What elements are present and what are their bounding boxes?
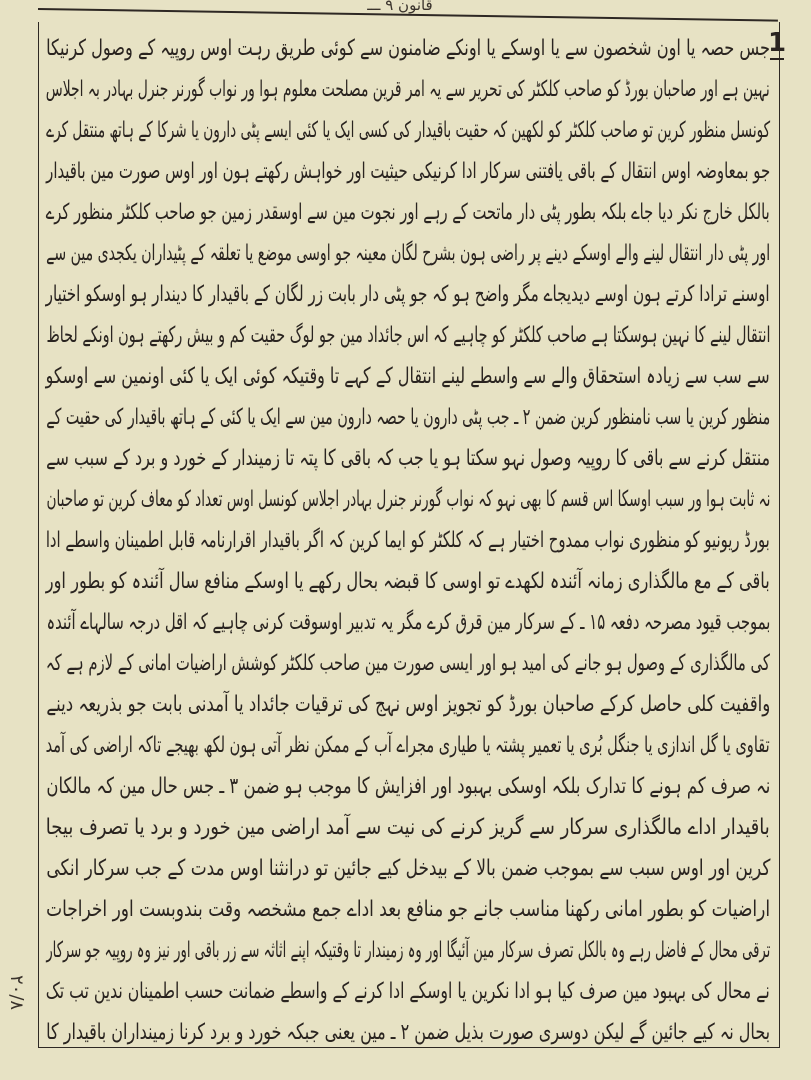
- text-line-content: بحال نہ کیے جائین گے لیکن دوسری صورت بذیل ضمن ۲ ـ مین یعنی جبکہ خورد و برد کرنا زمینداران باقیدار کا: [46, 1020, 770, 1045]
- text-line-content: کرین اور اوس سبب سے بموجب ضمن بالا کے بیدخل کیے جائین تو درانثنا اوس مدت کے جب سرکار انکی: [46, 856, 770, 881]
- text-line-content: تقاوی یا گل اندازی یا جنگل بُری یا تعمیر پشتہ یا طیاری مجراے آب کے ممکن نظر آتی ہون لکھ بھیجے تاکہ اراضی کی آمد: [46, 733, 770, 758]
- text-line-content: جو بمعاوضہ اوس انتقال کے باقی یافتنی سرکار ادا کرنیکی حیثیت اور خواہش رکھتے ہون اور اوس صورت مین باقیدار: [46, 159, 770, 184]
- text-line: [46, 356, 770, 397]
- text-line-content: منظور کرین یا سب نامنظور کرین ضمن ۲ ـ جب پٹی دارون یا حصہ دارون مین سے ایک یا کئی کے ہاتھ باقیدار کی حقیت کے: [46, 405, 770, 430]
- text-line: [46, 274, 770, 315]
- page-number-mark: [770, 58, 784, 60]
- text-line-content: جس حصہ یا اون شخصون سے یا اوسکے یا اونکے ضامنون سے کوئی طریق رہت اوس روپیہ کے وصول کرنیکا: [46, 36, 770, 61]
- text-line-content: بورڈ ریونیو کو منظوری نواب ممدوح اختیار ہے کہ کلکٹر کو ایما کرین کہ اگر باقیدار اقرارنامہ قابل اطمینان واسطے ادا: [46, 528, 770, 553]
- text-line: [46, 725, 770, 766]
- text-line: [46, 192, 770, 233]
- text-line: [46, 397, 770, 438]
- text-line-content: نہ ثابت ہوا ور سبب اوسکا اس قسم کا بھی نہو کہ نواب گورنر جنرل بہادر اجلاس کونسل اوس تعداد کو معاف کرین تو صاحبان: [46, 487, 770, 512]
- text-line: [46, 889, 770, 930]
- text-line-content: اور پٹی دار انتقال لینے والے اوسکے دینے پر راضی ہون بشرح لگان معینہ جو اوسی موضع یا تعلقہ کے پٹیداران یکجدی مین سے: [46, 241, 770, 266]
- text-line: [46, 1012, 770, 1053]
- text-line-content: بالکل خارج نکر دیا جاے بلکہ بطور پٹی دار ماتحت کے رہے اور نجوت مین سے اوسقدر زمین جو صاحب کلکٹر منظور کرے: [46, 200, 770, 225]
- text-line-content: سے سب سے زیادہ استحقاق والے سے واسطے لینے انتقال کے کہے تا وقتیکہ کوئی ایک یا کئی اونمین سے اوسکو: [46, 364, 770, 389]
- text-line: [46, 643, 770, 684]
- text-line: [46, 602, 770, 643]
- text-line-content: انتقال لینے کا نہین ہوسکتا ہے صاحب کلکٹر کو چاہیے کہ اس جائداد مین جو لوگ حقیت کم و بیش رکھتے ہون اونکے لحاظ: [46, 323, 770, 348]
- text-line: [46, 479, 770, 520]
- text-line: [46, 684, 770, 725]
- body-text: [46, 28, 770, 1053]
- text-line-content: منتقل کرنے سے باقی کا روپیہ وصول نہو سکتا ہو یا جب کہ باقی کا پتہ تا زمیندار کے خورد و برد کے سبب سے: [46, 446, 770, 471]
- text-line: [46, 315, 770, 356]
- text-line: [46, 28, 770, 69]
- text-line-content: اوسنے ترادا کرتے ہون اوسے دیدیجاے مگر واضح ہو کہ جو پٹی دار بابت زر لگان کے باقیدار کا دیندار ہو اوسکو اختیار: [46, 282, 770, 307]
- text-line: [46, 520, 770, 561]
- text-line: [46, 807, 770, 848]
- text-line-content: باقی کے مع مالگذاری زمانہ آئندہ لکھدے تو اوسی کا قبضہ بحال رکھے یا اوسکے منافع سال آئندہ کو بطور اور: [46, 569, 770, 594]
- text-line: [46, 438, 770, 479]
- text-line: [46, 971, 770, 1012]
- page-header: قانون ۹ ـــ: [367, 0, 433, 14]
- text-line-content: بموجب قیود مصرحہ دفعہ ۱۵ ـ کے سرکار مین قرق کرے مگر یہ تدبیر اوسوقت کرنی چاہیے کہ اقل درجہ سالہاے آئندہ: [46, 610, 770, 635]
- text-line: [46, 69, 770, 110]
- text-line-content: اراضیات کو بطور امانی رکھنا مناسب جانے جو منافع بعد اداے جمع مشخصہ وقت بندوبست اور اخراجات: [46, 897, 770, 922]
- text-line-content: باقیدار اداے مالگذاری سرکار سے گریز کرنے کی نیت سے آمد اراضی مین خورد و برد یا تصرف بیجا: [46, 815, 770, 840]
- text-line: [46, 766, 770, 807]
- margin-note: ۲۰/۸: [6, 975, 27, 1011]
- text-line-content: کونسل منظور کرین تو صاحب کلکٹر کو لکھین کہ حقیت باقیدار کی کسی ایک یا کئی ایسے پٹی دارون یا شرکا کے ہاتھ منتقل کرے: [46, 118, 770, 143]
- text-line: [46, 110, 770, 151]
- text-line: [46, 848, 770, 889]
- text-line-content: نے محال کی بہبود مین صرف کیا ہو ادا نکرین یا اوسکے ادا کرنے کے واسطے ضمانت حسب اطمینان ندین تب تک: [46, 979, 770, 1004]
- text-line: [46, 930, 770, 971]
- text-line-content: ترقی محال کے فاضل رہے وہ بالکل تصرف سرکار مین آئیگا اور وہ زمیندار تا وقتیکہ اپنے اثاثہ سے زر باقی اور نیز وہ روپیہ جو سرکار: [46, 938, 770, 963]
- text-line-content: کی مالگذاری کے وصول ہو جانے کی امید ہو اور ایسی صورت مین صاحب کلکٹر کوشش اراضیات امانی کے لازم ہے کہ: [46, 651, 770, 676]
- text-line: [46, 233, 770, 274]
- text-line: [46, 151, 770, 192]
- text-line-content: نہین ہے اور صاحبان بورڈ کو صاحب کلکٹر کی تحریر سے یہ امر قرین مصلحت معلوم ہوا ور نواب گورنر جنرل بہادر بہ اجلاس: [46, 77, 770, 102]
- text-line-content: نہ صرف کم ہونے کا تدارک بلکہ اوسکی بہبود اور افزایش کا موجب ہو ضمن ۳ ـ جس حال مین کہ مالکان: [46, 774, 770, 799]
- page-number: 1: [768, 28, 787, 58]
- text-line-content: واقفیت کلی حاصل کرکے صاحبان بورڈ کو تجویز اوس نہج کی ترقیات جائداد یا آمدنی بابت جو بذریعہ دینے: [46, 692, 770, 717]
- text-line: [46, 561, 770, 602]
